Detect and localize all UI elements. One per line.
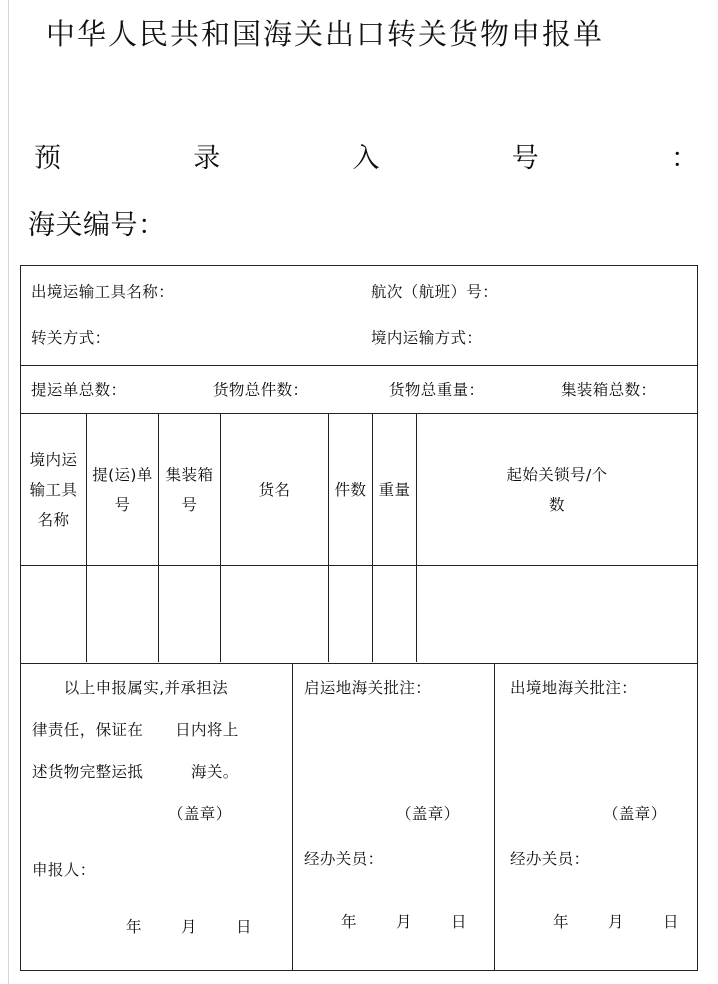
package-total-field-label: 货物总件数： — [213, 381, 309, 399]
cell-goods-name[interactable] — [221, 566, 329, 662]
column-header-goods-name: 货名 — [221, 414, 329, 565]
exit-customs-pane — [495, 664, 697, 970]
goods-grid — [21, 414, 697, 664]
departure-customs-title-label: 启运地海关批注： — [304, 679, 432, 697]
cell-package-count[interactable] — [329, 566, 373, 662]
transport-info-block — [21, 266, 697, 366]
page-edge-line — [8, 0, 9, 984]
departure-customs-officer-label[interactable]: 经办关员： — [304, 850, 384, 868]
departure-customs-seal-label: （盖章） — [396, 805, 460, 823]
declaration-form-table — [20, 265, 698, 971]
bill-count-field-label: 提运单总数： — [31, 381, 127, 399]
exit-customs-officer-label[interactable]: 经办关员： — [510, 850, 590, 868]
container-total-field-label: 集装箱总数： — [561, 381, 657, 399]
outbound-vehicle-field-label: 出境运输工具名称： — [31, 283, 175, 301]
column-header-package-count: 件数 — [329, 414, 373, 565]
column-header-weight: 重量 — [373, 414, 417, 565]
cell-container-number[interactable] — [159, 566, 221, 662]
declaration-statement-line-3: 述货物完整运抵 海关。 — [32, 763, 239, 781]
transit-mode-field-label: 转关方式： — [31, 329, 111, 347]
gross-weight-total-field-label: 货物总重量： — [389, 381, 485, 399]
customs-number-label: 海关编号： — [28, 210, 166, 241]
pre-entry-number-label — [34, 140, 698, 178]
exit-customs-title-label: 出境地海关批注： — [510, 679, 638, 697]
column-header-container-number: 集装箱 号 — [159, 414, 221, 565]
goods-grid-header-row — [21, 414, 697, 566]
declaration-statement-line-1: 以上申报属实,并承担法 — [32, 679, 229, 697]
signature-block — [21, 664, 697, 970]
pre-entry-char-5: ： — [671, 143, 698, 174]
pre-entry-char-1: 预 — [34, 143, 61, 174]
page-title: 中华人民共和国海关出口转关货物申报单 — [46, 17, 605, 51]
table-row — [21, 566, 697, 662]
domestic-transport-mode-field-label: 境内运输方式： — [371, 329, 483, 347]
declaration-statement-line-2: 律责任，保证在 日内将上 — [32, 721, 239, 739]
departure-customs-pane — [293, 664, 495, 970]
declarant-name-label[interactable]: 申报人： — [32, 861, 96, 879]
column-header-bill-number: 提(运)单 号 — [87, 414, 159, 565]
cell-domestic-vehicle[interactable] — [21, 566, 87, 662]
pre-entry-char-3: 入 — [352, 143, 380, 174]
exit-customs-date-label[interactable]: 年 月 日 — [553, 913, 691, 931]
declarant-pane — [21, 664, 293, 970]
column-header-domestic-vehicle: 境内运 输工具 名称 — [21, 414, 87, 565]
voyage-flight-field-label: 航次（航班）号： — [371, 283, 499, 301]
pre-entry-char-2: 录 — [193, 143, 221, 174]
departure-customs-date-label[interactable]: 年 月 日 — [341, 913, 479, 931]
declarant-date-label[interactable]: 年 月 日 — [126, 918, 264, 936]
column-header-seal-number: 起始关锁号/个 数 — [506, 465, 608, 514]
totals-block — [21, 366, 697, 414]
pre-entry-char-4: 号 — [511, 143, 539, 174]
cell-bill-number[interactable] — [87, 566, 159, 662]
cell-seal-number[interactable] — [417, 566, 697, 662]
declarant-seal-label: （盖章） — [168, 805, 232, 823]
cell-weight[interactable] — [373, 566, 417, 662]
exit-customs-seal-label: （盖章） — [603, 805, 667, 823]
